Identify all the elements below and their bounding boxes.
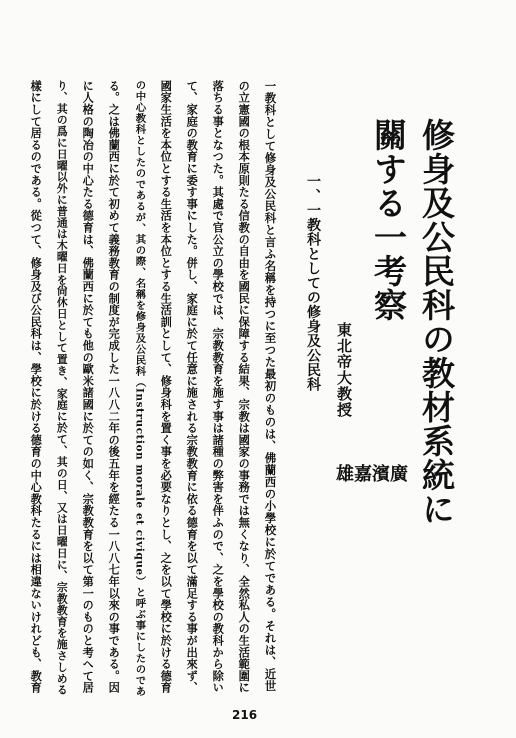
author-name-char: 嘉 xyxy=(351,464,372,482)
page-number: 216 xyxy=(232,708,258,722)
section-heading: 一、一教科としての修身及公民科 xyxy=(305,174,321,392)
author-name-char: 雄 xyxy=(333,464,354,482)
body-text-line: り、其の爲に日曜以外に普通は木曜日を尙休日として置き、家庭に於て、其の日、又は日曜日に、宗教教育を施さしめる xyxy=(55,80,69,696)
body-text-line: る。之は佛蘭西に於て初めて義務教育の制度が完成した一八八二年の後五年を經たる一八八七年以來の事である。因 xyxy=(107,80,122,694)
body-text-line: の中心教科としたのであるが、其の際、名稱を修身及公民科（Instruction morale et civique）と呼ぶ事にしたのであ xyxy=(133,80,146,697)
body-text-line: 一教科として修身及公民科と言ふ名稱を持つに至つた最初のものは、佛蘭西の小學校に於てである。それは、近世 xyxy=(263,80,278,692)
author-name xyxy=(334,464,406,520)
body-text-line: に人格の陶冶の中心たる德育は、佛蘭西に於ても他の歐米諸國に於ての如く、宗教教育を以て第一のものと考へて居 xyxy=(81,80,96,694)
body-text-line: 落ちる事となつた。其處で官公立の學校では、宗教教育を施す事は諸種の弊害を伴ふので、之を學校の教科から除い xyxy=(211,80,226,694)
body-text-line: 樣にして居るのである。從つて、修身及び公民科は、學校に於ける德育の中心教科たるには相違ないけれども、教育 xyxy=(29,80,44,694)
article-title-line-2: 關する一考察 xyxy=(369,118,408,322)
body-text-line: て、家庭の教育に委す事にした。併し、家庭に於て任意に施される宗教教育に依る德育を以て滿足する事が出來ず、 xyxy=(185,80,200,694)
author-name-char: 濱 xyxy=(369,464,390,482)
body-text-line: の立憲國の根本原則たる信教の自由を國民に保障する結果、宗教は國家の事務では無くなり、全然私人の生活範圍に xyxy=(237,80,252,694)
body-text-line: 國家生活を本位とする生活を本位とする生活訓として、修身科を置く事を必要なりとし、之を以て學校に於ける德育 xyxy=(159,80,174,694)
author-name-char: 廣 xyxy=(387,464,408,482)
article-title-line-1: 修身及公民科の教材系統に xyxy=(417,118,456,526)
author-affiliation: 東北帝大教授 xyxy=(335,322,353,418)
